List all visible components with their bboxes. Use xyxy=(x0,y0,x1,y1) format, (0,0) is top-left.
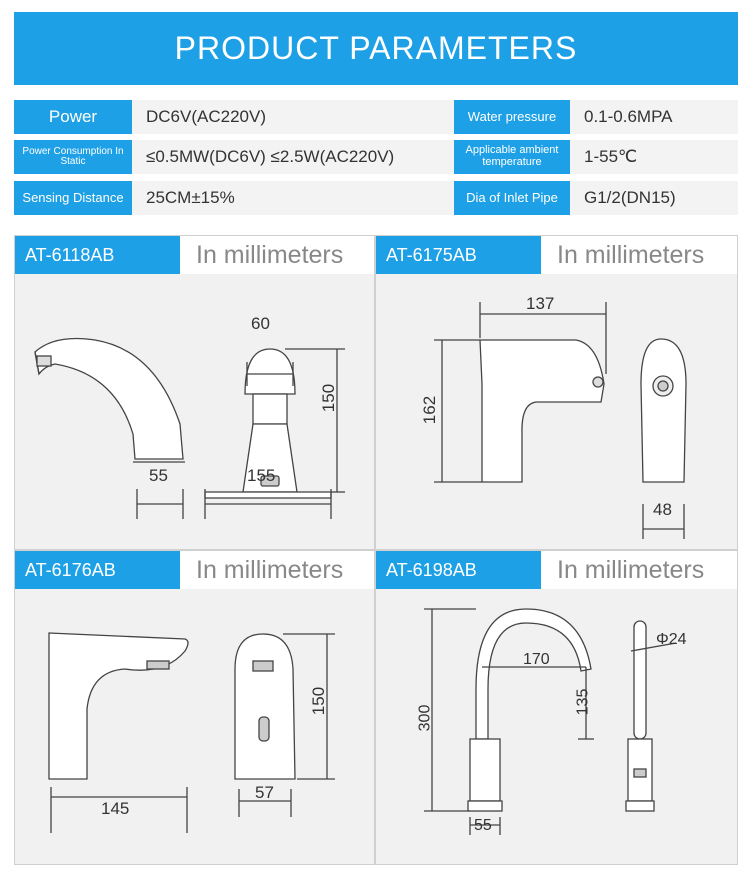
dimension-label: 150 xyxy=(309,686,329,716)
faucet-drawing xyxy=(15,589,375,865)
dimension-label: 135 xyxy=(574,688,592,716)
model-label: AT-6198AB xyxy=(376,551,541,589)
dimension-label: 55 xyxy=(149,466,168,485)
dimension-label: 170 xyxy=(523,651,550,668)
param-value: G1/2(DN15) xyxy=(584,188,676,207)
dimension-label: 48 xyxy=(653,500,672,519)
dimension-label: 57 xyxy=(255,783,274,802)
param-value: 25CM±15% xyxy=(146,188,235,207)
dimension-label: 145 xyxy=(101,799,130,818)
model-label: AT-6175AB xyxy=(376,236,541,274)
param-value: ≤0.5MW(DC6V) ≤2.5W(AC220V) xyxy=(146,147,395,166)
product-panel-at-6118ab xyxy=(14,235,375,550)
param-value: 1-55℃ xyxy=(584,147,638,166)
dimension-label: 60 xyxy=(251,314,270,333)
dimension-label: 150 xyxy=(319,383,339,413)
model-label: AT-6176AB xyxy=(15,551,180,589)
dimension-label: 155 xyxy=(247,466,276,485)
product-panel-at-6176ab xyxy=(14,550,375,865)
page-title: PRODUCT PARAMETERS xyxy=(174,30,578,66)
param-label: Water pressure xyxy=(454,100,570,134)
param-label: Power xyxy=(14,100,132,134)
product-panel-at-6198ab xyxy=(375,550,738,865)
param-value: DC6V(AC220V) xyxy=(146,107,266,126)
dimension-label: 55 xyxy=(474,817,492,834)
dimension-label: 137 xyxy=(526,294,555,313)
param-label: Applicable ambient temperature xyxy=(454,140,570,174)
unit-label: In millimeters xyxy=(180,236,374,274)
unit-label: In millimeters xyxy=(541,551,737,589)
param-value: 0.1-0.6MPA xyxy=(584,107,673,126)
dimension-label: Φ24 xyxy=(656,631,687,648)
unit-label: In millimeters xyxy=(541,236,737,274)
model-label: AT-6118AB xyxy=(15,236,180,274)
param-label: Dia of Inlet Pipe xyxy=(454,181,570,215)
param-label: Power Consumption In Static xyxy=(14,140,132,174)
param-label: Sensing Distance xyxy=(14,181,132,215)
dimension-label: 300 xyxy=(416,704,434,732)
page-banner xyxy=(14,12,738,85)
unit-label: In millimeters xyxy=(180,551,374,589)
product-panel-at-6175ab xyxy=(375,235,738,550)
dimension-label: 162 xyxy=(420,395,440,425)
